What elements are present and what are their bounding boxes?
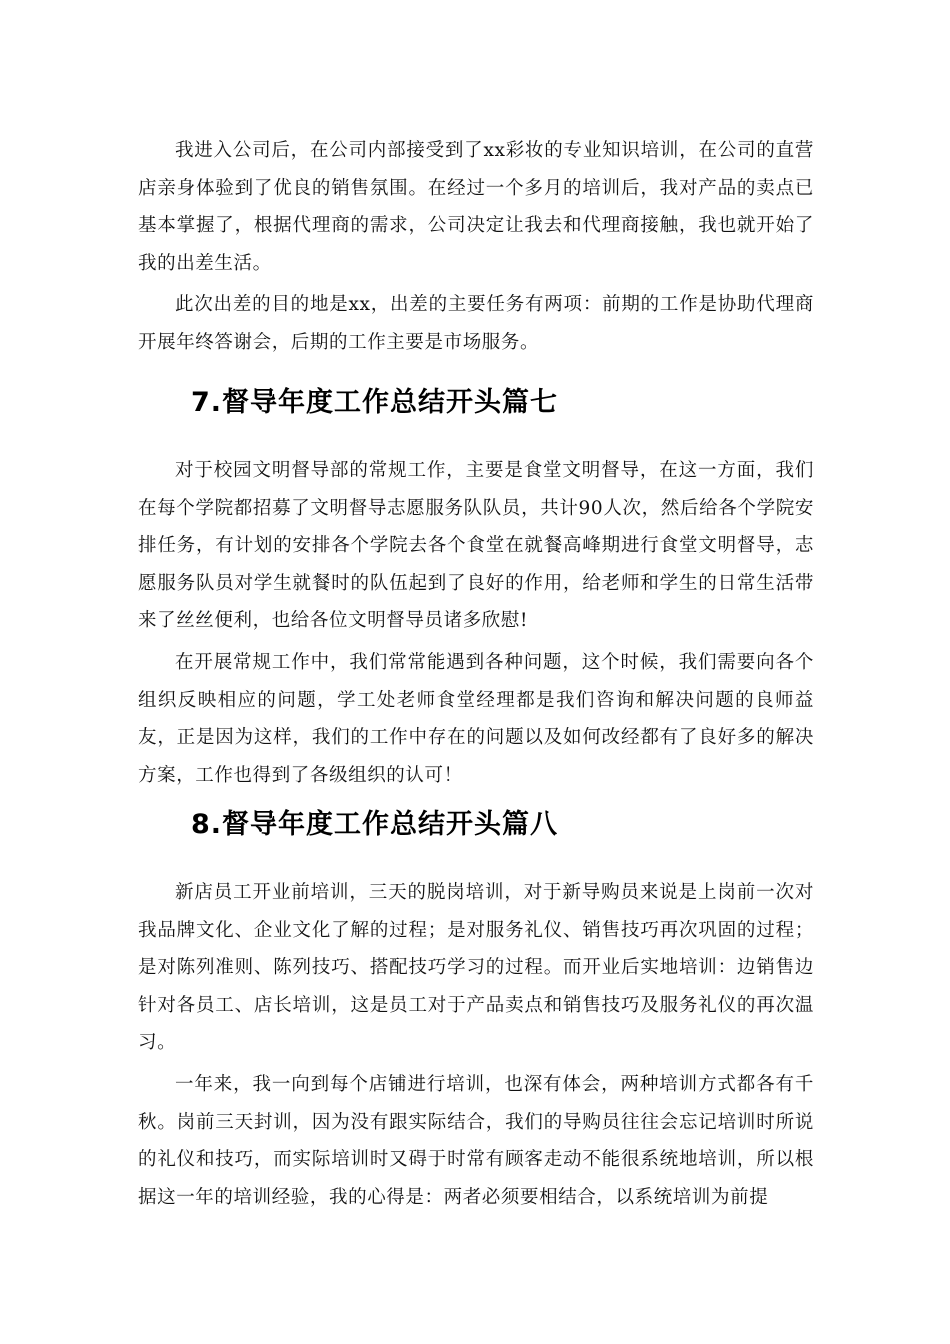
paragraph-canteen-supervision: 对于校园文明督导部的常规工作，主要是食堂文明督导，在这一方面，我们在每个学院都招募了文明督导志愿服务队队员，共计90人次，然后给各个学院安排任务，有计划的安排各个学院去各个食堂在就餐高峰期进行食堂文明督导，志愿服务队员对学生就餐时的队伍起到了良好的作用，给老师和学生的日常生活带来了丝丝便利，也给各位文明督导员诸多欣慰! <box>138 460 814 632</box>
paragraph-training-intro: 我进入公司后，在公司内部接受到了xx彩妆的专业知识培训，在公司的直营店亲身体验到了优良的销售氛围。在经过一个多月的培训后，我对产品的卖点已基本掌握了，根据代理商的需求，公司决定让我去和代理商接触，我也就开始了我的出差生活。 <box>138 140 814 274</box>
paragraph-business-trip: 此次出差的目的地是xx，出差的主要任务有两项：前期的工作是协助代理商开展年终答谢会，后期的工作主要是市场服务。 <box>138 294 814 353</box>
paragraph-training-experience: 一年来，我一向到每个店铺进行培训，也深有体会，两种培训方式都各有千秋。岗前三天封训，因为没有跟实际结合，我们的导购员往往会忘记培训时所说的礼仪和技巧，而实际培训时又碍于时常有顾客走动不能很系统地培训，所以根据这一年的培训经验，我的心得是：两者必须要相结合，以系统培训为前提 <box>138 1074 814 1208</box>
section-heading-7: 7.督导年度工作总结开头篇七 <box>191 387 559 418</box>
section-heading-8: 8.督导年度工作总结开头篇八 <box>191 809 559 840</box>
paragraph-new-staff-training: 新店员工开业前培训，三天的脱岗培训，对于新导购员来说是上岗前一次对我品牌文化、企业文化了解的过程；是对服务礼仪、销售技巧再次巩固的过程；是对陈列准则、陈列技巧、搭配技巧学习的过程。而开业后实地培训：边销售边针对各员工、店长培训，这是员工对于产品卖点和销售技巧及服务礼仪的再次温习。 <box>138 882 814 1054</box>
paragraph-routine-problems: 在开展常规工作中，我们常常能遇到各种问题，这个时候，我们需要向各个组织反映相应的问题，学工处老师食堂经理都是我们咨询和解决问题的良师益友，正是因为这样，我们的工作中存在的问题以及如何改经都有了良好多的解决方案，工作也得到了各级组织的认可！ <box>138 652 814 786</box>
